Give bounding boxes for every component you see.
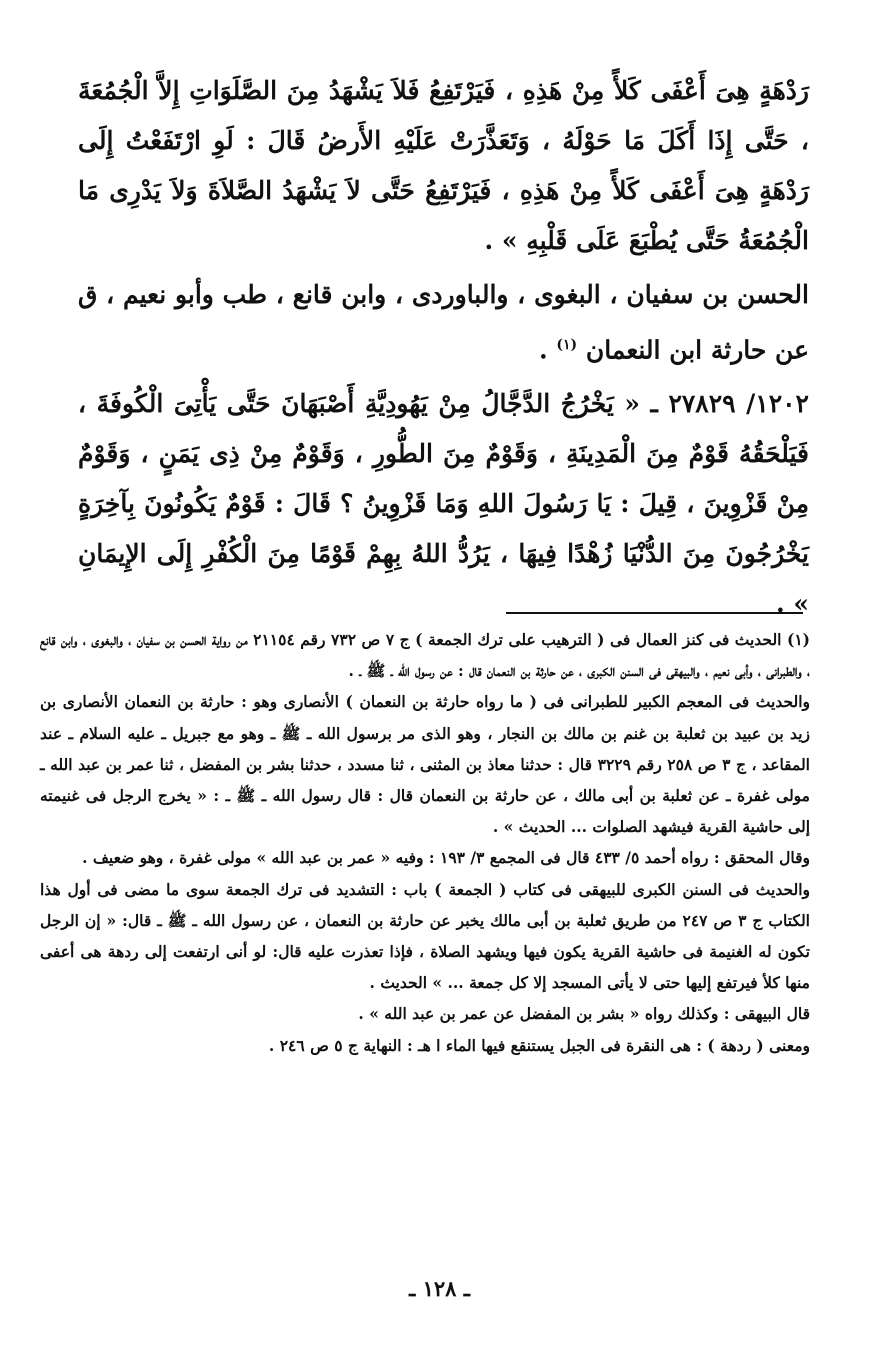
footnote-paragraph: والحديث فى السنن الكبرى للبيهقى فى كتاب ( الجمعة ) باب : التشديد فى ترك الجمعة سوى ما مضى فى أول هذا الكتاب ج ٣ ص ٢٤٧ من طريق ثعلبة بن أبى مالك يخبر عن حارثة بن النعمان ، عن رسول الله ـ ﷺ ـ قال: « إن الرجل تكون له الغنيمة فى حاشية القرية يكون فيها ويشهد الصلاة ، فإذا تعذرت عليه قال: لو أنى ارتفعت إلى ردهة هى أعفى منها كلأ فيرتفع إليها حتى لا يأتى المسجد إلا كل جمعة ... » الحديث . [40,879,810,993]
footnote-paragraph: ومعنى ( ردهة ) : هى النقرة فى الجبل يستنقع فيها الماء ا هـ : النهاية ج ٥ ص ٢٤٦ . [268,1035,810,1055]
footnote-marker[interactable]: (١) [556,337,578,353]
footnote-separator [506,612,803,614]
hadith-sources-paragraph [78,270,809,375]
sources-text: الحسن بن سفيان ، البغوى ، والباوردى ، وابن قانع ، طب وأبو نعيم ، ق عن حارثة ابن النعمان [78,280,809,365]
footnote-paragraph: (١) الحديث فى كنز العمال فى ( الترهيب على ترك الجمعة ) ج ٧ ص ٧٣٢ رقم ٢١١٥٤ من رواية الحسن بن سفيان ، والبغوى ، وابن قانع ، والطبرانى ، وأبى نعيم ، والبيهقى فى السنن الكبرى ، عن حارثة بن النعمان قال : عن رسول الله ـ ﷺ ـ . [40,630,810,681]
hadith-continuation-paragraph: رَدْهَةٍ هِىَ أَعْفَى كَلأً مِنْ هَذِهِ ، فَيَرْتَفِعُ فَلاَ يَشْهَدُ مِنَ الصَّلَوَاتِ إِلاَّ الْجُمُعَةَ ، حَتَّى إِذَا أَكَلَ مَا حَوْلَهُ ، وَتَعَذَّرَتْ عَلَيْهِ الأَرضُ قَالَ : لَوِ ارْتَفَعْتُ إِلَى رَدْهَةٍ هِىَ أَعْفَى كَلأً مِنْ هَذِهِ ، فَيَرْتَفِعُ حَتَّى لاَ يَشْهَدُ الصَّلاَةَ وَلاَ يَدْرِى مَا الْجُمُعَةُ حَتَّى يُطْبَعَ عَلَى قَلْبِهِ » . [78,76,809,255]
footnotes-block [40,624,810,1061]
sources-end: . [538,335,548,365]
footnote-paragraph: وقال المحقق : رواه أحمد ٥/ ٤٣٣ قال فى المجمع ٣/ ١٩٣ : وفيه « عمر بن عبد الله » مولى غفرة ، وهو ضعيف . [82,848,810,868]
page-number: ـ ١٢٨ ـ [409,1276,470,1301]
hadith-text-block [78,66,809,629]
footnote-paragraph: قال البيهقى : وكذلك رواه « بشر بن المفضل عن عمر بن عبد الله » . [358,1004,810,1024]
hadith-1202-paragraph: ١٢٠٢/ ٢٧٨٢٩ ـ « يَخْرُجُ الدَّجَّالُ مِنْ يَهُودِيَّةِ أَصْبَهَانَ حَتَّى يَأْتِىَ الْكُوفَةَ ، فَيَلْحَقُهُ قَوْمٌ مِنَ الْمَدِينَةِ ، وَقَوْمٌ مِنَ الطُّورِ ، وَقَوْمٌ مِنْ ذِى يَمَنٍ ، وَقَوْمٌ مِنْ قَزْوِينَ ، قِيلَ : يَا رَسُولَ اللهِ وَمَا قَزْوِينُ ؟ قَالَ : قَوْمٌ يَكُونُونَ بِآخِرَةٍ يَخْرُجُونَ مِنَ الدُّنْيَا زُهْدًا فِيهَا ، يَرُدُّ اللهُ بِهِمْ قَوْمًا مِنَ الْكُفْرِ إِلَى الإِيمَانِ » . [78,389,809,619]
footnote-paragraph: والحديث فى المعجم الكبير للطبرانى فى ( ما رواه حارثة بن النعمان ) الأنصارى وهو : حارثة بن النعمان الأنصارى بن زيد بن عبيد بن ثعلبة بن غنم بن مالك بن النجار ، وهو الذى مر برسول الله ـ ﷺ ـ وهو مع جبريل ـ عليه السلام ـ عند المقاعد ، ج ٣ ص ٢٥٨ رقم ٣٢٢٩ قال : حدثنا معاذ بن المثنى ، ثنا مسدد ، حدثنا بشر بن المفضل ، ثنا عمر بن عبد الله ـ مولى غفرة ـ عن ثعلبة بن أبى مالك ، عن حارثة بن النعمان قال : قال رسول الله ـ ﷺ ـ : « يخرج الرجل فى غنيمته إلى حاشية القرية فيشهد الصلوات ... الحديث » . [40,692,810,837]
